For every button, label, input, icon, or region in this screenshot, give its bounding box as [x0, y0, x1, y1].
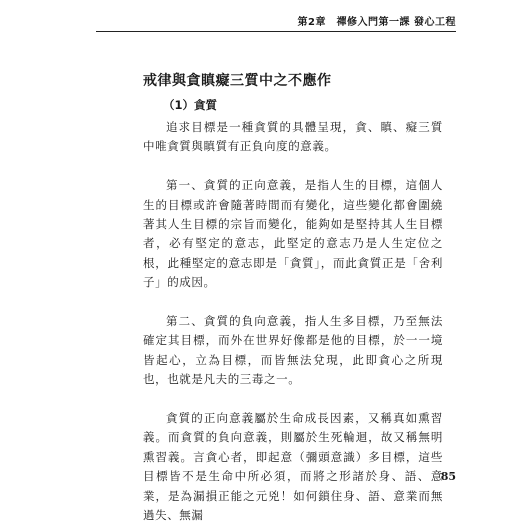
paragraph: 第一、貪質的正向意義，是指人生的目標，這個人生的目標或許會隨著時間而有變化，這些變化都會圍繞著其人生目標的宗旨而變化，能夠如是堅持其人生目標者，必有堅定的意志，此堅定的意志乃是人生定位之根，此種堅定的意志即是「貪質」，而此貪質正是「舍利子」的成因。 — [143, 178, 443, 290]
paragraph: 追求目標是一種貪質的具體呈現，貪、瞋、癡三質中唯貪質與瞋質有正負向度的意義。 — [143, 120, 443, 154]
header-rule — [96, 31, 456, 32]
paragraph: 第二、貪質的負向意義，指人生多目標，乃至無法確定其目標，而外在世界好像都是他的目標，於一一境皆起心，立為目標，而皆無法兌現，此即貪心之所現也，也就是凡夫的三毒之一。 — [143, 314, 443, 387]
section-heading: （1）貪質 — [163, 98, 218, 112]
body-text — [143, 118, 443, 525]
running-header: 第2章 禪修入門第一課 發心工程 — [297, 17, 456, 28]
chapter-heading: 戒律與貪瞋癡三質中之不應作 — [143, 73, 332, 89]
paragraph: 貪質的正向意義屬於生命成長因素，又稱真如熏習義。而貪質的負向意義，則屬於生死輪迴，故又稱無明熏習義。言貪心者，即起意（彌頭意識）多目標，這些目標皆不是生命中所必須，而將之形諸於身、語、意業，是為漏損正能之元兇！如何鎖住身、語、意業而無過失、無漏 — [143, 411, 443, 523]
page-number: 85 — [440, 470, 456, 483]
